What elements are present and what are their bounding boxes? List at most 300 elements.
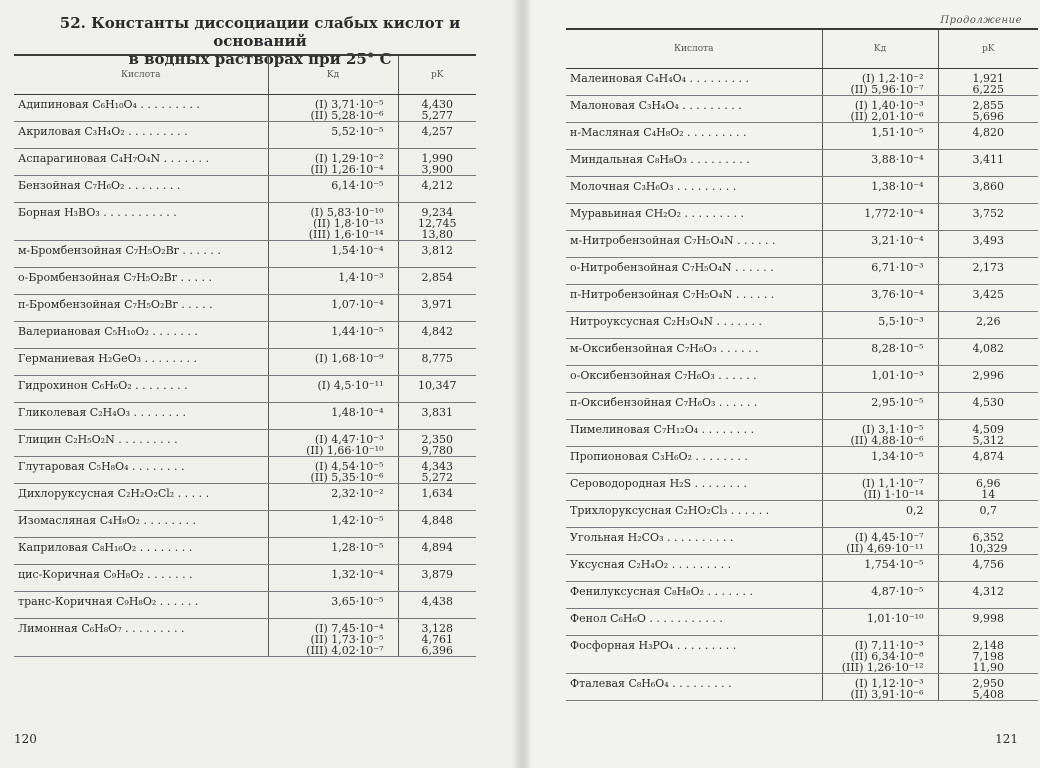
pk-cell bbox=[398, 349, 476, 376]
kd-cell bbox=[822, 231, 938, 258]
pk-cell bbox=[938, 150, 1038, 177]
kd-cell bbox=[268, 322, 398, 349]
pk-value: 4,874 bbox=[972, 450, 1004, 463]
pk-value: 3,812 bbox=[421, 244, 453, 257]
acid-name-cell: Аспарагиновая C₄H₇O₄N . . . . . . . bbox=[14, 149, 268, 176]
pk-cell bbox=[398, 403, 476, 430]
pk-cell bbox=[938, 96, 1038, 123]
kd-value: (I) 3,71·10⁻⁵ bbox=[314, 98, 384, 111]
table-row bbox=[566, 231, 1038, 258]
table-row bbox=[14, 122, 476, 149]
pk-cell bbox=[938, 366, 1038, 393]
kd-cell bbox=[268, 376, 398, 403]
kd-cell bbox=[822, 393, 938, 420]
pk-value: 6,96 bbox=[976, 477, 1001, 490]
acid-name-cell: Пимелиновая C₇H₁₂O₄ . . . . . . . . bbox=[566, 420, 822, 447]
kd-value: 3,76·10⁻⁴ bbox=[871, 288, 924, 301]
acid-name-cell: о-Оксибензойная C₇H₆O₃ . . . . . . bbox=[566, 366, 822, 393]
pk-value: 3,831 bbox=[421, 406, 453, 419]
acid-name-cell: м-Оксибензойная C₇H₆O₃ . . . . . . bbox=[566, 339, 822, 366]
acid-name-cell: Валериановая C₅H₁₀O₂ . . . . . . . bbox=[14, 322, 268, 349]
kd-cell bbox=[822, 582, 938, 609]
kd-cell bbox=[268, 511, 398, 538]
pk-value: 2,148 bbox=[972, 639, 1004, 652]
pk-value: 3,752 bbox=[972, 207, 1004, 220]
kd-cell bbox=[822, 96, 938, 123]
table-row bbox=[14, 376, 476, 403]
acid-name-cell: Борная H₃BO₃ . . . . . . . . . . . bbox=[14, 203, 268, 241]
table-row bbox=[566, 474, 1038, 501]
acid-name-cell: Малоновая C₃H₄O₄ . . . . . . . . . bbox=[566, 96, 822, 123]
acid-name-cell: транс-Коричная C₉H₈O₂ . . . . . . bbox=[14, 592, 268, 619]
kd-value: (I) 4,45·10⁻⁷ bbox=[854, 531, 924, 544]
kd-value: 1,4·10⁻³ bbox=[338, 271, 384, 284]
kd-value: 2,95·10⁻⁵ bbox=[871, 396, 924, 409]
kd-cell bbox=[268, 430, 398, 457]
acid-name-cell: п-Оксибензойная C₇H₆O₃ . . . . . . bbox=[566, 393, 822, 420]
table-row bbox=[566, 528, 1038, 555]
acid-name-cell: Лимонная C₆H₈O₇ . . . . . . . . . bbox=[14, 619, 268, 657]
table-row bbox=[14, 619, 476, 657]
kd-value: 2,32·10⁻² bbox=[331, 487, 384, 500]
kd-cell bbox=[268, 122, 398, 149]
table-row bbox=[566, 96, 1038, 123]
pk-value: 3,128 bbox=[421, 622, 453, 635]
kd-value: (II) 3,91·10⁻⁶ bbox=[850, 688, 924, 701]
kd-value: 1,42·10⁻⁵ bbox=[331, 514, 384, 527]
kd-cell bbox=[822, 177, 938, 204]
table-row bbox=[566, 447, 1038, 474]
pk-cell bbox=[398, 538, 476, 565]
kd-cell bbox=[822, 501, 938, 528]
pk-cell bbox=[398, 457, 476, 484]
kd-value: (II) 1,66·10⁻¹⁰ bbox=[306, 444, 384, 457]
table-row bbox=[14, 95, 476, 122]
kd-value: 1,32·10⁻⁴ bbox=[331, 568, 384, 581]
kd-cell bbox=[822, 636, 938, 674]
kd-value: (I) 1,40·10⁻³ bbox=[854, 99, 924, 112]
pk-cell bbox=[938, 393, 1038, 420]
table-row bbox=[566, 285, 1038, 312]
pk-cell bbox=[938, 69, 1038, 96]
table-row bbox=[14, 203, 476, 241]
pk-value: 0,7 bbox=[979, 504, 997, 517]
pk-value: 6,225 bbox=[972, 83, 1004, 96]
table-row bbox=[14, 457, 476, 484]
pk-cell bbox=[398, 203, 476, 241]
kd-value: (II) 4,88·10⁻⁶ bbox=[850, 434, 924, 447]
pk-value: 4,848 bbox=[421, 514, 453, 527]
acid-name-cell: Трихлоруксусная C₂HO₂Cl₃ . . . . . . bbox=[566, 501, 822, 528]
kd-value: (II) 1·10⁻¹⁴ bbox=[863, 488, 924, 501]
pk-cell bbox=[938, 528, 1038, 555]
pk-value: 9,780 bbox=[421, 444, 453, 457]
pk-value: 2,350 bbox=[421, 433, 453, 446]
kd-value: 1,754·10⁻⁵ bbox=[864, 558, 924, 571]
table-row bbox=[14, 349, 476, 376]
pk-value: 4,761 bbox=[421, 633, 453, 646]
kd-value: (I) 5,83·10⁻¹⁰ bbox=[310, 206, 384, 219]
table-row bbox=[14, 592, 476, 619]
table-row bbox=[14, 149, 476, 176]
kd-value: (I) 4,5·10⁻¹¹ bbox=[317, 379, 384, 392]
kd-value: 6,14·10⁻⁵ bbox=[331, 179, 384, 192]
kd-value: (I) 4,47·10⁻³ bbox=[314, 433, 384, 446]
kd-value: 3,21·10⁻⁴ bbox=[871, 234, 924, 247]
kd-value: (II) 5,96·10⁻⁷ bbox=[850, 83, 924, 96]
kd-cell bbox=[268, 619, 398, 657]
pk-value: 3,860 bbox=[972, 180, 1004, 193]
right-constants-table bbox=[566, 28, 1038, 701]
continued-label: Продолжение bbox=[940, 15, 1022, 26]
kd-value: 5,5·10⁻³ bbox=[878, 315, 924, 328]
kd-cell bbox=[268, 268, 398, 295]
kd-value: 1,44·10⁻⁵ bbox=[331, 325, 384, 338]
acid-name-cell: Бензойная C₇H₆O₂ . . . . . . . . bbox=[14, 176, 268, 203]
kd-value: (I) 7,45·10⁻⁴ bbox=[314, 622, 384, 635]
acid-name-cell: о-Нитробензойная C₇H₅O₄N . . . . . . bbox=[566, 258, 822, 285]
table-row bbox=[566, 393, 1038, 420]
kd-column-header: Kд bbox=[822, 29, 938, 69]
pk-value: 9,998 bbox=[972, 612, 1004, 625]
kd-cell bbox=[268, 95, 398, 122]
kd-value: 1,07·10⁻⁴ bbox=[331, 298, 384, 311]
pk-value: 3,971 bbox=[421, 298, 453, 311]
kd-column-header: Kд bbox=[268, 55, 398, 95]
pk-cell bbox=[398, 430, 476, 457]
acid-name-cell: Германиевая H₂GeO₃ . . . . . . . . bbox=[14, 349, 268, 376]
acid-name-cell: Уксусная C₂H₄O₂ . . . . . . . . . bbox=[566, 555, 822, 582]
kd-value: 6,71·10⁻³ bbox=[871, 261, 924, 274]
pk-cell bbox=[938, 177, 1038, 204]
kd-cell bbox=[268, 538, 398, 565]
acid-name-cell: Глутаровая C₅H₈O₄ . . . . . . . . bbox=[14, 457, 268, 484]
kd-value: (III) 1,26·10⁻¹² bbox=[841, 661, 924, 674]
kd-value: 0,2 bbox=[906, 504, 924, 517]
kd-value: (I) 1,29·10⁻² bbox=[314, 152, 384, 165]
table-row bbox=[14, 538, 476, 565]
acid-name-cell: о-Бромбензойная C₇H₅O₂Br . . . . . bbox=[14, 268, 268, 295]
pk-cell bbox=[398, 149, 476, 176]
kd-cell bbox=[822, 447, 938, 474]
pk-value: 2,996 bbox=[972, 369, 1004, 382]
kd-value: 1,54·10⁻⁴ bbox=[331, 244, 384, 257]
table-row bbox=[566, 150, 1038, 177]
kd-cell bbox=[822, 366, 938, 393]
acid-name-cell: Каприловая C₈H₁₆O₂ . . . . . . . . bbox=[14, 538, 268, 565]
acid-name-cell: Глицин C₂H₅O₂N . . . . . . . . . bbox=[14, 430, 268, 457]
pk-value: 3,900 bbox=[421, 163, 453, 176]
acid-name-cell: Малеиновая C₄H₄O₄ . . . . . . . . . bbox=[566, 69, 822, 96]
acid-column-header: Кислота bbox=[566, 29, 822, 69]
table-row bbox=[14, 511, 476, 538]
pk-value: 7,198 bbox=[972, 650, 1004, 663]
page-number-left: 120 bbox=[14, 732, 37, 746]
heading-line-1: 52. Константы диссоциации слабых кислот и оснований bbox=[59, 14, 461, 50]
table-row bbox=[566, 674, 1038, 701]
acid-name-cell: Фенилуксусная C₈H₈O₂ . . . . . . . bbox=[566, 582, 822, 609]
table-row bbox=[566, 258, 1038, 285]
acid-name-cell: Адипиновая C₆H₁₀O₄ . . . . . . . . . bbox=[14, 95, 268, 122]
pk-value: 2,950 bbox=[972, 677, 1004, 690]
kd-value: (I) 1,1·10⁻⁷ bbox=[861, 477, 924, 490]
pk-value: 3,493 bbox=[972, 234, 1004, 247]
kd-cell bbox=[822, 474, 938, 501]
acid-name-cell: н-Масляная C₄H₈O₂ . . . . . . . . . bbox=[566, 123, 822, 150]
kd-value: 1,48·10⁻⁴ bbox=[331, 406, 384, 419]
pk-cell bbox=[938, 582, 1038, 609]
pk-value: 4,820 bbox=[972, 126, 1004, 139]
kd-cell bbox=[268, 149, 398, 176]
acid-name-cell: Угольная H₂CO₃ . . . . . . . . . . bbox=[566, 528, 822, 555]
kd-cell bbox=[268, 403, 398, 430]
pk-cell bbox=[398, 241, 476, 268]
pk-value: 1,990 bbox=[421, 152, 453, 165]
table-row bbox=[14, 565, 476, 592]
kd-value: 1,01·10⁻¹⁰ bbox=[866, 612, 924, 625]
pk-cell bbox=[398, 95, 476, 122]
acid-name-cell: Дихлоруксусная C₂H₂O₂Cl₂ . . . . . bbox=[14, 484, 268, 511]
pk-cell bbox=[398, 511, 476, 538]
pk-column-header: pK bbox=[398, 55, 476, 95]
pk-cell bbox=[938, 474, 1038, 501]
heading-line-2: в водных растворах при 25° С bbox=[128, 50, 392, 68]
table-row bbox=[566, 339, 1038, 366]
table-row bbox=[14, 484, 476, 511]
table-row bbox=[566, 177, 1038, 204]
pk-cell bbox=[938, 501, 1038, 528]
pk-cell bbox=[938, 339, 1038, 366]
acid-name-cell: Муравьиная CH₂O₂ . . . . . . . . . bbox=[566, 204, 822, 231]
pk-cell bbox=[398, 376, 476, 403]
pk-value: 5,277 bbox=[421, 109, 453, 122]
left-constants-table bbox=[14, 54, 476, 657]
pk-value: 4,438 bbox=[421, 595, 453, 608]
pk-cell bbox=[398, 619, 476, 657]
pk-value: 5,312 bbox=[972, 434, 1004, 447]
kd-value: 4,87·10⁻⁵ bbox=[871, 585, 924, 598]
pk-cell bbox=[938, 447, 1038, 474]
pk-value: 2,855 bbox=[972, 99, 1004, 112]
table-row bbox=[566, 366, 1038, 393]
pk-cell bbox=[398, 484, 476, 511]
pk-cell bbox=[398, 592, 476, 619]
acid-name-cell: Молочная C₃H₆O₃ . . . . . . . . . bbox=[566, 177, 822, 204]
acid-name-cell: Фталевая C₈H₆O₄ . . . . . . . . . bbox=[566, 674, 822, 701]
acid-name-cell: Изомасляная C₄H₈O₂ . . . . . . . . bbox=[14, 511, 268, 538]
kd-cell bbox=[268, 457, 398, 484]
pk-value: 1,634 bbox=[421, 487, 453, 500]
kd-cell bbox=[822, 420, 938, 447]
acid-name-cell: Акриловая C₃H₄O₂ . . . . . . . . . bbox=[14, 122, 268, 149]
pk-cell bbox=[398, 295, 476, 322]
kd-cell bbox=[268, 484, 398, 511]
acid-name-cell: Гликолевая C₂H₄O₃ . . . . . . . . bbox=[14, 403, 268, 430]
pk-cell bbox=[938, 231, 1038, 258]
pk-cell bbox=[938, 636, 1038, 674]
pk-value: 6,396 bbox=[421, 644, 453, 657]
kd-value: (III) 1,6·10⁻¹⁴ bbox=[308, 228, 384, 241]
pk-value: 13,80 bbox=[421, 228, 453, 241]
kd-value: 1,34·10⁻⁵ bbox=[871, 450, 924, 463]
pk-value: 9,234 bbox=[421, 206, 453, 219]
pk-cell bbox=[398, 122, 476, 149]
table-row bbox=[14, 322, 476, 349]
table-row bbox=[14, 241, 476, 268]
table-row bbox=[566, 582, 1038, 609]
table-row bbox=[14, 268, 476, 295]
acid-name-cell: п-Нитробензойная C₇H₅O₄N . . . . . . bbox=[566, 285, 822, 312]
pk-value: 10,329 bbox=[969, 542, 1008, 555]
kd-cell bbox=[268, 349, 398, 376]
pk-cell bbox=[938, 555, 1038, 582]
kd-cell bbox=[268, 176, 398, 203]
kd-cell bbox=[822, 528, 938, 555]
kd-value: (I) 7,11·10⁻³ bbox=[854, 639, 924, 652]
acid-name-cell: Фенол C₆H₆O . . . . . . . . . . . bbox=[566, 609, 822, 636]
table-row bbox=[14, 295, 476, 322]
kd-value: (III) 4,02·10⁻⁷ bbox=[306, 644, 384, 657]
table-header-row bbox=[14, 55, 476, 95]
pk-value: 4,509 bbox=[972, 423, 1004, 436]
pk-cell bbox=[398, 322, 476, 349]
table-row bbox=[566, 555, 1038, 582]
kd-cell bbox=[822, 339, 938, 366]
kd-value: 1,28·10⁻⁵ bbox=[331, 541, 384, 554]
pk-value: 3,879 bbox=[421, 568, 453, 581]
pk-value: 8,775 bbox=[421, 352, 453, 365]
table-row bbox=[14, 403, 476, 430]
pk-value: 14 bbox=[981, 488, 996, 501]
kd-value: (II) 1,73·10⁻⁵ bbox=[310, 633, 384, 646]
pk-value: 2,173 bbox=[972, 261, 1004, 274]
kd-cell bbox=[822, 312, 938, 339]
pk-cell bbox=[938, 285, 1038, 312]
kd-cell bbox=[268, 241, 398, 268]
pk-cell bbox=[398, 565, 476, 592]
kd-value: (I) 1,2·10⁻² bbox=[861, 72, 924, 85]
kd-value: (II) 5,28·10⁻⁶ bbox=[310, 109, 384, 122]
pk-cell bbox=[938, 123, 1038, 150]
pk-value: 12,745 bbox=[418, 217, 457, 230]
acid-column-header: Кислота bbox=[14, 55, 268, 95]
pk-value: 2,26 bbox=[976, 315, 1001, 328]
pk-value: 11,90 bbox=[972, 661, 1004, 674]
pk-value: 3,411 bbox=[972, 153, 1004, 166]
pk-value: 4,530 bbox=[972, 396, 1004, 409]
kd-cell bbox=[268, 592, 398, 619]
pk-cell bbox=[938, 312, 1038, 339]
table-row bbox=[566, 501, 1038, 528]
kd-value: 3,88·10⁻⁴ bbox=[871, 153, 924, 166]
kd-value: 1,38·10⁻⁴ bbox=[871, 180, 924, 193]
kd-cell bbox=[268, 203, 398, 241]
pk-value: 4,430 bbox=[421, 98, 453, 111]
pk-value: 5,696 bbox=[972, 110, 1004, 123]
pk-value: 10,347 bbox=[418, 379, 457, 392]
kd-cell bbox=[822, 285, 938, 312]
pk-value: 6,352 bbox=[972, 531, 1004, 544]
kd-cell bbox=[822, 150, 938, 177]
pk-value: 4,082 bbox=[972, 342, 1004, 355]
kd-value: (II) 1,8·10⁻¹³ bbox=[313, 217, 384, 230]
acid-name-cell: Гидрохинон C₆H₆O₂ . . . . . . . . bbox=[14, 376, 268, 403]
table-row bbox=[566, 609, 1038, 636]
pk-cell bbox=[938, 674, 1038, 701]
kd-value: 1,01·10⁻³ bbox=[871, 369, 924, 382]
pk-value: 3,425 bbox=[972, 288, 1004, 301]
kd-value: 8,28·10⁻⁵ bbox=[871, 342, 924, 355]
kd-value: (II) 1,26·10⁻⁴ bbox=[310, 163, 384, 176]
kd-value: (I) 1,12·10⁻³ bbox=[854, 677, 924, 690]
table-row bbox=[566, 420, 1038, 447]
page-number-right: 121 bbox=[995, 732, 1018, 746]
table-row bbox=[14, 430, 476, 457]
pk-value: 4,756 bbox=[972, 558, 1004, 571]
kd-cell bbox=[822, 204, 938, 231]
pk-value: 4,343 bbox=[421, 460, 453, 473]
pk-value: 4,257 bbox=[421, 125, 453, 138]
table-row bbox=[566, 636, 1038, 674]
pk-value: 4,212 bbox=[421, 179, 453, 192]
kd-cell bbox=[822, 69, 938, 96]
kd-cell bbox=[822, 609, 938, 636]
table-row bbox=[566, 312, 1038, 339]
pk-cell bbox=[398, 176, 476, 203]
kd-value: (II) 5,35·10⁻⁶ bbox=[310, 471, 384, 484]
kd-value: (I) 3,1·10⁻⁵ bbox=[861, 423, 924, 436]
book-gutter bbox=[512, 0, 532, 768]
kd-value: 1,51·10⁻⁵ bbox=[871, 126, 924, 139]
table-header-row bbox=[566, 29, 1038, 69]
table-row bbox=[566, 123, 1038, 150]
pk-value: 2,854 bbox=[421, 271, 453, 284]
kd-cell bbox=[268, 565, 398, 592]
acid-name-cell: Пропионовая C₃H₆O₂ . . . . . . . . bbox=[566, 447, 822, 474]
kd-cell bbox=[822, 258, 938, 285]
pk-value: 4,842 bbox=[421, 325, 453, 338]
kd-value: 1,772·10⁻⁴ bbox=[864, 207, 924, 220]
pk-cell bbox=[938, 204, 1038, 231]
kd-value: (II) 6,34·10⁻⁸ bbox=[850, 650, 924, 663]
pk-column-header: pK bbox=[938, 29, 1038, 69]
acid-name-cell: м-Бромбензойная C₇H₅O₂Br . . . . . . bbox=[14, 241, 268, 268]
kd-cell bbox=[822, 674, 938, 701]
table-row bbox=[566, 69, 1038, 96]
kd-value: 5,52·10⁻⁵ bbox=[331, 125, 384, 138]
kd-value: (I) 4,54·10⁻⁵ bbox=[314, 460, 384, 473]
pk-value: 1,921 bbox=[972, 72, 1004, 85]
pk-value: 4,312 bbox=[972, 585, 1004, 598]
pk-cell bbox=[938, 258, 1038, 285]
kd-cell bbox=[822, 123, 938, 150]
right-page bbox=[520, 0, 1040, 768]
table-row bbox=[14, 176, 476, 203]
pk-cell bbox=[938, 420, 1038, 447]
pk-value: 5,408 bbox=[972, 688, 1004, 701]
pk-value: 5,272 bbox=[421, 471, 453, 484]
acid-name-cell: п-Бромбензойная C₇H₅O₂Br . . . . . bbox=[14, 295, 268, 322]
kd-cell bbox=[268, 295, 398, 322]
acid-name-cell: Миндальная C₈H₈O₃ . . . . . . . . . bbox=[566, 150, 822, 177]
acid-name-cell: Нитроуксусная C₂H₃O₄N . . . . . . . bbox=[566, 312, 822, 339]
acid-name-cell: Сероводородная H₂S . . . . . . . . bbox=[566, 474, 822, 501]
kd-value: (II) 2,01·10⁻⁶ bbox=[850, 110, 924, 123]
pk-cell bbox=[398, 268, 476, 295]
pk-cell bbox=[938, 609, 1038, 636]
acid-name-cell: Фосфорная H₃PO₄ . . . . . . . . . bbox=[566, 636, 822, 674]
kd-value: (I) 1,68·10⁻⁹ bbox=[314, 352, 384, 365]
